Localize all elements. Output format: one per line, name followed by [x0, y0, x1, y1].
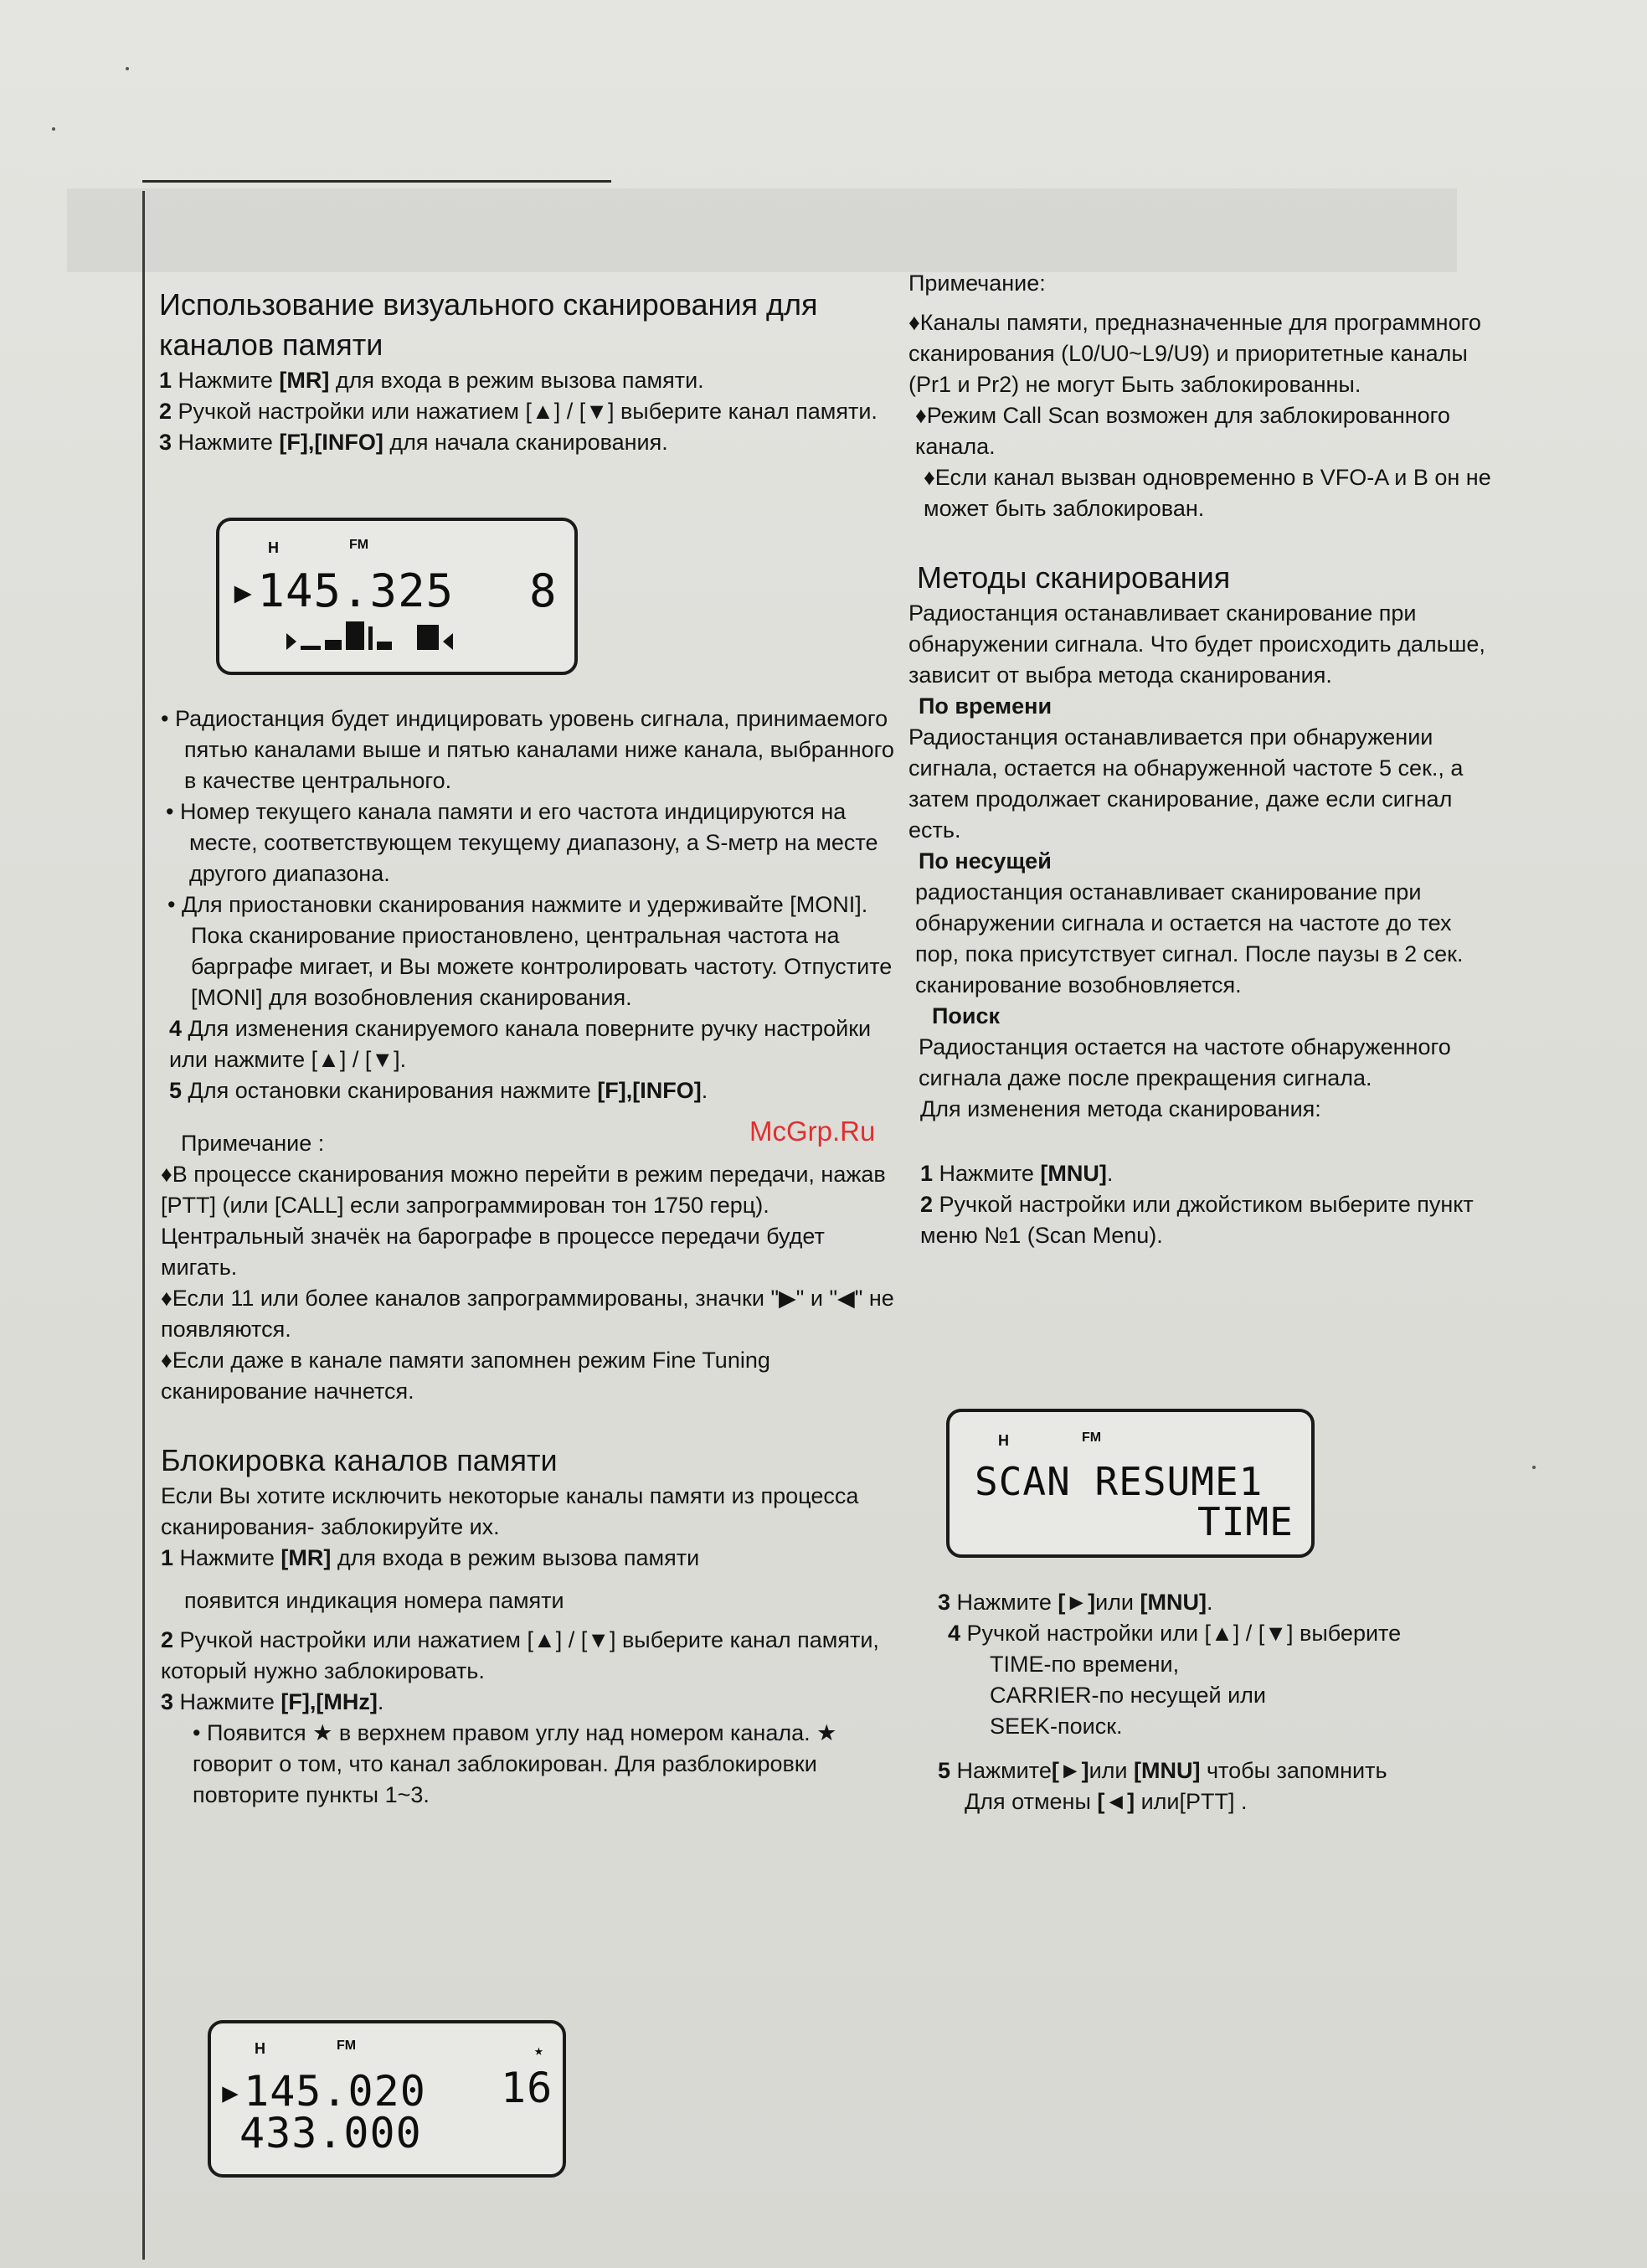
right-note-callscan: ♦Режим Call Scan возможен для заблокированного канала. [915, 403, 1450, 459]
lcd-frequency: ▸145.325 [229, 564, 455, 617]
methods-change: Для изменения метода сканирования: [920, 1096, 1321, 1121]
option-time: TIME-по времени, [990, 1652, 1180, 1677]
lockout-intro: Если Вы хотите исключить некоторые каналы памяти из процесса сканирования- заблокируйте их. [161, 1483, 859, 1539]
dust [52, 127, 55, 131]
right-note-vfo: ♦Если канал вызван одновременно в VFO-A и B он не может быть заблокирован. [924, 465, 1491, 521]
lockout-bullet: • Появится ★ в верхнем правом углу над номером канала. ★ говорит о том, что канал заблокирован. Для разблокировки повторите пункты 1~3. [193, 1720, 837, 1807]
methods-step-3: 3 Нажмите [►]или [MNU]. [938, 1590, 1213, 1615]
right-column [908, 268, 1495, 1251]
lcd-menu-line-1: SCAN RESUME1 [975, 1459, 1264, 1504]
lcd-display-scan-resume [946, 1409, 1315, 1558]
right-note-label: Примечание: [908, 271, 1046, 296]
bullet-pause: • Для приостановки сканирования нажмите и удерживайте [MONI]. Пока сканирование приостановлено, центральная частота на барграфе мигает, и Вы можете контролировать частоту. Отпустите [MONI] для возобновления сканирования. [167, 892, 893, 1010]
lockout-step-2: 2 Ручкой настройки или нажатием [▲] / [▼] выберите канал памяти, который нужно заблокировать. [161, 1627, 879, 1683]
h-indicator: H [268, 539, 279, 556]
left-column [159, 285, 896, 458]
watermark: McGrp.Ru [749, 1116, 876, 1147]
lcd-display-visual-scan [216, 518, 578, 675]
note-ptt: ♦В процессе сканирования можно перейти в режим передачи, нажав [PTT] (или [CALL] если запрограммирован тон 1750 герц). Центральный значёк на барографе в процессе передачи будет мигать. [161, 1162, 886, 1280]
right-column-steps [938, 1587, 1524, 1817]
section-title-lockout: Блокировка каналов памяти [161, 1443, 558, 1477]
method-time-text: Радиостанция останавливается при обнаружении сигнала, остается на обнаруженной частоте 5 сек., а затем продолжает сканирование, даже если сигнал есть. [908, 724, 1464, 843]
left-column-bullets [161, 704, 898, 1811]
lockout-step-3: 3 Нажмите [F],[MHz]. [161, 1689, 384, 1714]
dust [1532, 1466, 1536, 1469]
right-note-program: ♦Каналы памяти, предназначенные для программного сканирования (L0/U0~L9/U9) и приоритетные каналы (Pr1 и Pr2) не могут Быть заблокированны. [908, 310, 1481, 397]
note-fine-tuning: ♦Если даже в канале памяти запомнен режим Fine Tuning сканирование начнется. [161, 1348, 770, 1404]
method-carrier-text: радиостанция останавливает сканирование при обнаружении сигнала и остается на частоте до тех пор, пока присутствует сигнал. После паузы в 2 сек. сканирование возобновляется. [915, 879, 1464, 997]
methods-cancel: Для отмены [◄] или[PTT] . [965, 1789, 1248, 1814]
lockout-step-1-sub: появится индикация номера памяти [184, 1588, 564, 1613]
method-time-name: По времени [919, 693, 1053, 719]
lockout-star-icon: ★ [534, 2042, 543, 2059]
lcd-channel: 16 [501, 2064, 553, 2112]
method-seek-name: Поиск [932, 1003, 1001, 1028]
h-indicator: H [998, 1432, 1009, 1449]
section-title-visual-scan: Использование визуального сканирования для каналов памяти [159, 287, 818, 362]
methods-step-1: 1 Нажмите [MNU]. [920, 1161, 1114, 1186]
methods-step-2: 2 Ручкой настройки или джойстиком выберите пункт меню №1 (Scan Menu). [920, 1192, 1474, 1248]
method-seek-text: Радиостанция остается на частоте обнаруженного сигнала даже после прекращения сигнала. [919, 1034, 1451, 1090]
lcd-frequency-main: ▸145.020 [218, 2067, 426, 2116]
option-carrier: CARRIER-по несущей или [990, 1683, 1266, 1708]
methods-intro: Радиостанция останавливает сканирование при обнаружении сигнала. Что будет происходить дальше, зависит от выбра метода сканирования. [908, 601, 1485, 688]
note-label: Примечание : [181, 1131, 325, 1156]
fm-indicator: FM [1082, 1430, 1102, 1445]
right-arrow-icon: [►] [1051, 1758, 1089, 1783]
note-11-channels: ♦Если 11 или более каналов запрограммированы, значки "▶" и "◀" не появляются. [161, 1286, 894, 1342]
methods-step-5: 5 Нажмите[►]или [MNU] чтобы запомнить [938, 1758, 1387, 1783]
left-arrow-icon: [◄] [1097, 1789, 1135, 1814]
lcd-channel: 8 [529, 564, 558, 617]
bullet-channel: • Номер текущего канала памяти и его частота индицируются на месте, соответствующем текущему диапазону, а S-метр на месте другого диапазона. [166, 799, 878, 886]
section-title-methods: Методы сканирования [917, 560, 1231, 595]
fm-indicator: FM [337, 2039, 357, 2053]
option-seek: SEEK-поиск. [990, 1714, 1123, 1739]
methods-step-4: 4 Ручкой настройки или [▲] / [▼] выберите [948, 1621, 1402, 1646]
step-1: 1 Нажмите [MR] для входа в режим вызова памяти. [159, 368, 704, 393]
method-carrier-name: По несущей [919, 848, 1052, 874]
step-2: 2 Ручкой настройки или нажатием [▲] / [▼] выберите канал памяти. [159, 399, 878, 424]
left-rule [142, 191, 145, 2260]
scan-shadow [67, 188, 1457, 272]
bargraph [286, 621, 453, 650]
step-3: 3 Нажмите [F],[INFO] для начала сканирования. [159, 430, 668, 455]
right-arrow-icon: [►] [1058, 1590, 1096, 1615]
dust [126, 67, 129, 70]
step-5: 5 Для остановки сканирования нажмите [F],[INFO]. [169, 1078, 708, 1103]
fm-indicator: FM [349, 538, 369, 552]
lcd-menu-line-2: TIME [1197, 1499, 1294, 1544]
top-rule [142, 180, 611, 183]
lcd-frequency-sub: 433.000 [239, 2109, 422, 2157]
lockout-step-1: 1 Нажмите [MR] для входа в режим вызова памяти [161, 1545, 700, 1570]
h-indicator: H [255, 2040, 265, 2057]
lcd-display-lockout [208, 2020, 566, 2178]
step-4: 4 Для изменения сканируемого канала поверните ручку настройки или нажмите [▲] / [▼]. [169, 1016, 872, 1072]
bullet-level: • Радиостанция будет индицировать уровень сигнала, принимаемого пятью каналами выше и пятью каналами ниже канала, выбранного в качестве центрального. [161, 706, 894, 793]
